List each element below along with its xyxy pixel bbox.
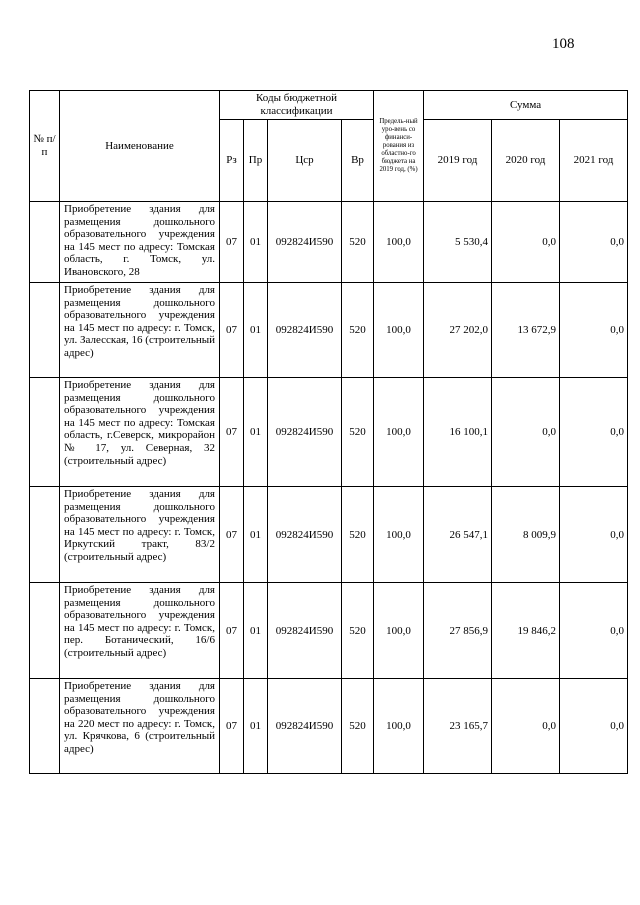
row-vr: 520 xyxy=(342,202,374,283)
header-codes-group: Коды бюджетной классификации xyxy=(220,91,374,120)
row-pr: 01 xyxy=(244,487,268,583)
row-2020: 0,0 xyxy=(492,679,560,774)
header-pr: Пр xyxy=(244,120,268,202)
row-num xyxy=(30,202,60,283)
table-row xyxy=(30,679,628,774)
row-csr: 092824И590 xyxy=(268,283,342,378)
header-rz: Рз xyxy=(220,120,244,202)
row-rz: 07 xyxy=(220,378,244,487)
row-csr: 092824И590 xyxy=(268,378,342,487)
row-level: 100,0 xyxy=(374,283,424,378)
row-2019: 26 547,1 xyxy=(424,487,492,583)
row-2020: 0,0 xyxy=(492,378,560,487)
header-2021: 2021 год xyxy=(560,120,628,202)
header-num: № п/п xyxy=(30,91,60,202)
row-2020: 0,0 xyxy=(492,202,560,283)
row-2020: 8 009,9 xyxy=(492,487,560,583)
row-rz: 07 xyxy=(220,283,244,378)
row-csr: 092824И590 xyxy=(268,487,342,583)
row-csr: 092824И590 xyxy=(268,679,342,774)
row-level: 100,0 xyxy=(374,202,424,283)
table-row xyxy=(30,202,628,283)
row-name: Приобретение здания для размещения дошкольного образовательного учреждения на 220 мест по адресу: г. Томск, ул. Крячкова, 6 (строительный адрес) xyxy=(60,679,220,774)
row-pr: 01 xyxy=(244,378,268,487)
header-2020: 2020 год xyxy=(492,120,560,202)
row-2019: 5 530,4 xyxy=(424,202,492,283)
table-row xyxy=(30,583,628,679)
row-level: 100,0 xyxy=(374,378,424,487)
header-name: Наименование xyxy=(60,91,220,202)
row-name: Приобретение здания для размещения дошкольного образовательного учреждения на 145 мест по адресу: Томская область, г.Северск, микрорайон № 17, ул. Северная, 32 (строительный адрес) xyxy=(60,378,220,487)
row-2020: 13 672,9 xyxy=(492,283,560,378)
row-level: 100,0 xyxy=(374,679,424,774)
table-row xyxy=(30,487,628,583)
table-row xyxy=(30,283,628,378)
header-2019: 2019 год xyxy=(424,120,492,202)
row-vr: 520 xyxy=(342,487,374,583)
row-pr: 01 xyxy=(244,583,268,679)
row-name: Приобретение здания для размещения дошкольного образовательного учреждения на 145 мест по адресу: Томская область, г. Томск, ул. Ивановского, 28 xyxy=(60,202,220,283)
row-vr: 520 xyxy=(342,378,374,487)
row-vr: 520 xyxy=(342,679,374,774)
row-2021: 0,0 xyxy=(560,583,628,679)
header-vr: Вр xyxy=(342,120,374,202)
row-pr: 01 xyxy=(244,283,268,378)
row-2021: 0,0 xyxy=(560,487,628,583)
row-rz: 07 xyxy=(220,583,244,679)
row-2019: 16 100,1 xyxy=(424,378,492,487)
row-2020: 19 846,2 xyxy=(492,583,560,679)
row-num xyxy=(30,378,60,487)
row-2021: 0,0 xyxy=(560,202,628,283)
row-num xyxy=(30,283,60,378)
row-num xyxy=(30,487,60,583)
row-name: Приобретение здания для размещения дошкольного образовательного учреждения на 145 мест по адресу: г. Томск, ул. Залесская, 16 (строительный адрес) xyxy=(60,283,220,378)
row-2019: 27 856,9 xyxy=(424,583,492,679)
row-2019: 27 202,0 xyxy=(424,283,492,378)
row-pr: 01 xyxy=(244,202,268,283)
table-row xyxy=(30,378,628,487)
row-csr: 092824И590 xyxy=(268,583,342,679)
row-name: Приобретение здания для размещения дошкольного образовательного учреждения на 145 мест по адресу: г. Томск, пер. Ботанический, 16/6 (строительный адрес) xyxy=(60,583,220,679)
row-vr: 520 xyxy=(342,583,374,679)
budget-table xyxy=(29,90,628,774)
row-pr: 01 xyxy=(244,679,268,774)
row-2021: 0,0 xyxy=(560,679,628,774)
row-2021: 0,0 xyxy=(560,378,628,487)
page-number: 108 xyxy=(552,36,575,52)
row-rz: 07 xyxy=(220,202,244,283)
header-sum-group: Сумма xyxy=(424,91,628,120)
row-2021: 0,0 xyxy=(560,283,628,378)
row-num xyxy=(30,583,60,679)
header-csr: Цср xyxy=(268,120,342,202)
row-rz: 07 xyxy=(220,487,244,583)
row-num xyxy=(30,679,60,774)
row-name: Приобретение здания для размещения дошкольного образовательного учреждения на 145 мест по адресу: г. Томск, Иркутский тракт, 83/2 (строительный адрес) xyxy=(60,487,220,583)
row-level: 100,0 xyxy=(374,487,424,583)
row-level: 100,0 xyxy=(374,583,424,679)
row-2019: 23 165,7 xyxy=(424,679,492,774)
header-cofinancing: Предель-ный уро-вень со финанси-рования из областно-го бюджета на 2019 год, (%) xyxy=(374,91,424,202)
row-rz: 07 xyxy=(220,679,244,774)
row-csr: 092824И590 xyxy=(268,202,342,283)
row-vr: 520 xyxy=(342,283,374,378)
